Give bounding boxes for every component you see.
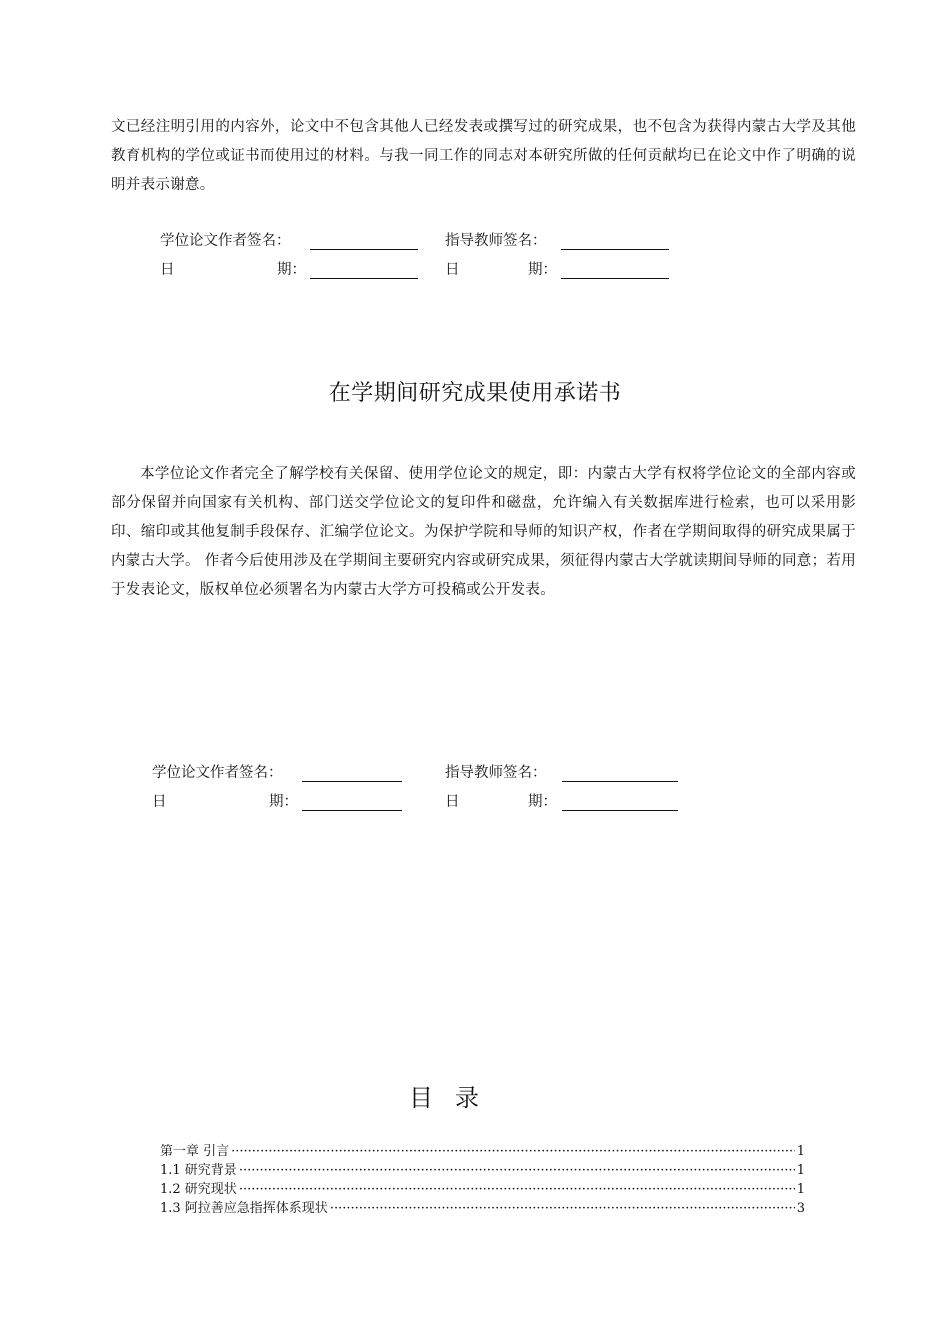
toc-entry[interactable] — [160, 1162, 805, 1180]
author-date-line — [310, 278, 418, 279]
toc-title: 目录 — [409, 1084, 501, 1112]
toc-entry-text: 1.1 研究背景 — [160, 1163, 237, 1178]
pledge-date-label-left: 日 — [152, 794, 167, 810]
date-label-right: 期： — [277, 262, 306, 278]
pledge-author-date-line — [302, 810, 402, 811]
declaration-paragraph: 文已经注明引用的内容外，论文中不包含其他人已经发表或撰写过的研究成果，也不包含为获得内蒙古大学及其他教育机构的学位或证书而使用过的材料。与我一同工作的同志对本研究所做的任何贡献均已在论文中作了明确的说明并表示谢意。 — [111, 119, 856, 193]
toc-leader-dots — [239, 1181, 795, 1199]
toc-leader-dots — [231, 1143, 795, 1161]
advisor-date-label-right: 期： — [528, 262, 557, 278]
pledge-date-label-right: 期： — [269, 794, 298, 810]
toc-entry-page: 3 — [796, 1201, 805, 1216]
toc-leader-dots — [330, 1200, 795, 1218]
advisor-date-line — [561, 278, 669, 279]
toc-entry-text: 第一章 引言 — [160, 1144, 230, 1159]
pledge-advisor-date-line — [562, 810, 678, 811]
pledge-author-signature-label: 学位论文作者签名： — [152, 765, 283, 781]
toc-entry[interactable] — [160, 1143, 805, 1161]
pledge-signature-row — [152, 762, 692, 784]
declaration-signature-row — [160, 230, 680, 252]
pledge-paragraph: 本学位论文作者完全了解学校有关保留、使用学位论文的规定，即：内蒙古大学有权将学位论文的全部内容或部分保留并向国家有关机构、部门送交学位论文的复印件和磁盘，允许编入有关数据库进行检索，也可以采用影印、缩印或其他复制手段保存、汇编学位论文。为保护学院和导师的知识产权，作者在学期间取得的研究成果属于内蒙古大学。 作者今后使用涉及在学期间主要研究内容或研究成果，须征得内蒙古大学就读期间导师的同意；若用于发表论文，版权单位必须署名为内蒙古大学方可投稿或公开发表。 — [111, 466, 856, 598]
toc-entry[interactable] — [160, 1181, 805, 1199]
advisor-signature-line — [561, 249, 669, 250]
advisor-date-label-left: 日 — [445, 262, 460, 278]
pledge-advisor-signature-label: 指导教师签名： — [445, 765, 547, 781]
pledge-advisor-signature-line — [562, 781, 678, 782]
toc-entry[interactable] — [160, 1200, 805, 1218]
pledge-author-signature-line — [302, 781, 402, 782]
pledge-advisor-date-label-right: 期： — [528, 794, 557, 810]
toc-entry-page: 1 — [796, 1144, 805, 1159]
pledge-date-row — [152, 791, 692, 813]
declaration-date-row — [160, 259, 680, 281]
author-signature-line — [310, 249, 418, 250]
toc-entry-page: 1 — [796, 1163, 805, 1178]
date-label-left: 日 — [160, 262, 175, 278]
advisor-signature-label: 指导教师签名： — [445, 233, 547, 249]
pledge-advisor-date-label-left: 日 — [445, 794, 460, 810]
toc-entry-text: 1.3 阿拉善应急指挥体系现状 — [160, 1201, 328, 1216]
toc-leader-dots — [239, 1162, 795, 1180]
toc-entry-page: 1 — [796, 1182, 805, 1197]
author-signature-label: 学位论文作者签名： — [160, 233, 291, 249]
pledge-title: 在学期间研究成果使用承诺书 — [328, 381, 622, 406]
toc-entry-text: 1.2 研究现状 — [160, 1182, 237, 1197]
